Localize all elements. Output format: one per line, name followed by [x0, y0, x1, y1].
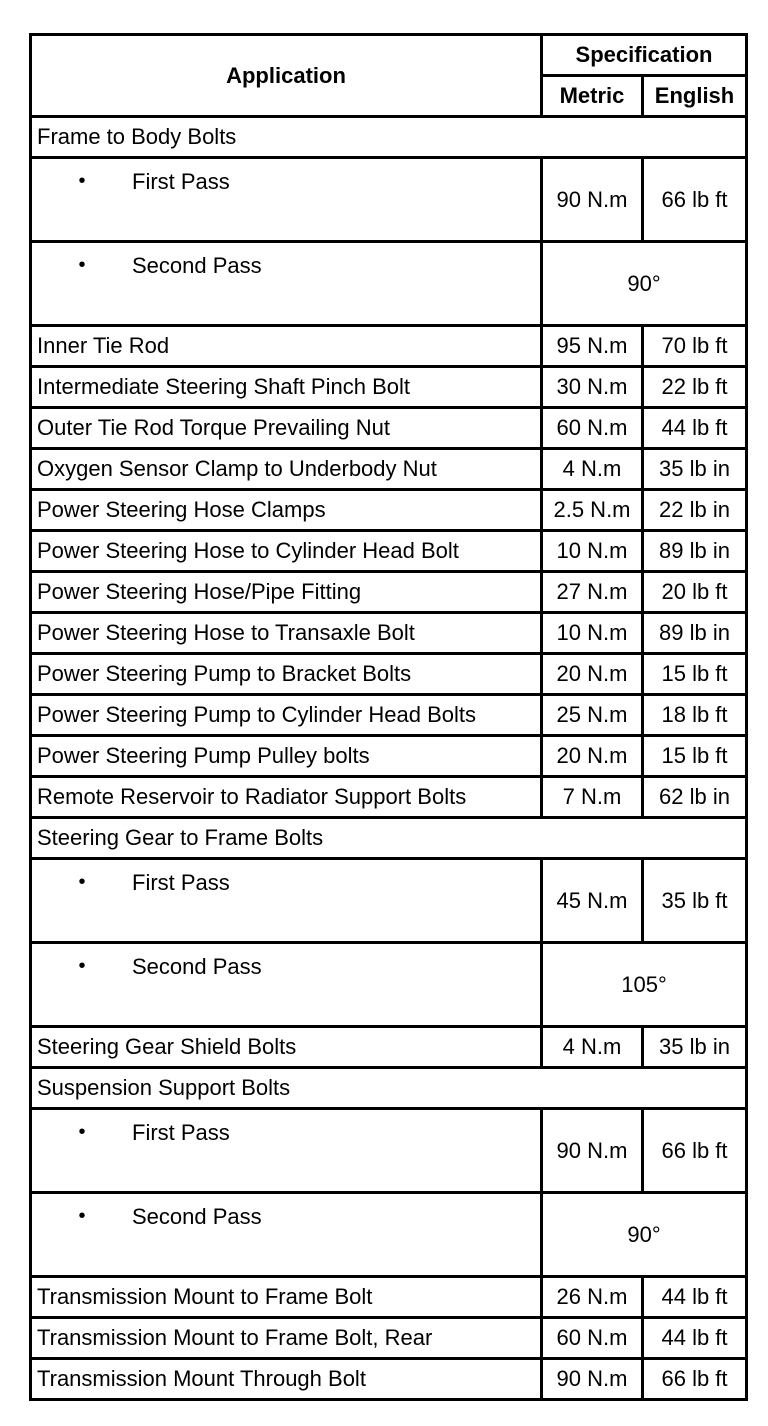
bullet-icon: • [78, 254, 86, 276]
sub-item-label: Second Pass [132, 1204, 262, 1229]
bullet-icon: • [78, 1121, 86, 1143]
application-label: Power Steering Pump to Cylinder Head Bolts [31, 695, 542, 736]
table-row [31, 1359, 747, 1400]
english-value: 89 lb in [643, 531, 747, 572]
sub-item-cell [31, 158, 542, 242]
english-value: 66 lb ft [643, 1359, 747, 1400]
sub-item-cell [31, 242, 542, 326]
metric-value: 10 N.m [542, 531, 643, 572]
table-row [31, 449, 747, 490]
table-row [31, 1318, 747, 1359]
sub-item-label: Second Pass [132, 954, 262, 979]
group-label: Frame to Body Bolts [31, 117, 747, 158]
table-row [31, 408, 747, 449]
application-label: Inner Tie Rod [31, 326, 542, 367]
sub-item-cell [31, 1109, 542, 1193]
sub-item-cell [31, 943, 542, 1027]
english-header: English [643, 76, 747, 117]
english-value: 20 lb ft [643, 572, 747, 613]
english-value: 66 lb ft [643, 158, 747, 242]
angle-value: 90° [542, 242, 747, 326]
table-row [31, 1193, 747, 1277]
table-row [31, 859, 747, 943]
table-row [31, 242, 747, 326]
table-row [31, 613, 747, 654]
table-row [31, 326, 747, 367]
english-value: 44 lb ft [643, 1277, 747, 1318]
sub-item-label: First Pass [132, 870, 230, 895]
metric-value: 27 N.m [542, 572, 643, 613]
application-label: Power Steering Hose to Transaxle Bolt [31, 613, 542, 654]
application-label: Power Steering Pump to Bracket Bolts [31, 654, 542, 695]
metric-value: 45 N.m [542, 859, 643, 943]
application-label: Intermediate Steering Shaft Pinch Bolt [31, 367, 542, 408]
specification-header: Specification [542, 35, 747, 76]
sub-item-cell [31, 1193, 542, 1277]
table-row [31, 572, 747, 613]
group-row [31, 117, 747, 158]
sub-item-label: First Pass [132, 1120, 230, 1145]
metric-value: 26 N.m [542, 1277, 643, 1318]
torque-spec-table [29, 33, 748, 1401]
bullet-icon: • [78, 955, 86, 977]
english-value: 22 lb in [643, 490, 747, 531]
table-row [31, 490, 747, 531]
english-value: 15 lb ft [643, 736, 747, 777]
angle-value: 90° [542, 1193, 747, 1277]
metric-value: 90 N.m [542, 158, 643, 242]
metric-value: 4 N.m [542, 449, 643, 490]
table-row [31, 777, 747, 818]
group-label: Suspension Support Bolts [31, 1068, 747, 1109]
application-label: Power Steering Pump Pulley bolts [31, 736, 542, 777]
bullet-icon: • [78, 871, 86, 893]
bullet-icon: • [78, 170, 86, 192]
group-label: Steering Gear to Frame Bolts [31, 818, 747, 859]
english-value: 18 lb ft [643, 695, 747, 736]
application-label: Transmission Mount Through Bolt [31, 1359, 542, 1400]
metric-value: 60 N.m [542, 408, 643, 449]
table-row [31, 654, 747, 695]
metric-value: 25 N.m [542, 695, 643, 736]
metric-value: 4 N.m [542, 1027, 643, 1068]
english-value: 35 lb in [643, 449, 747, 490]
metric-value: 95 N.m [542, 326, 643, 367]
english-value: 62 lb in [643, 777, 747, 818]
application-label: Steering Gear Shield Bolts [31, 1027, 542, 1068]
english-value: 70 lb ft [643, 326, 747, 367]
metric-value: 90 N.m [542, 1359, 643, 1400]
table-row [31, 943, 747, 1027]
metric-value: 20 N.m [542, 736, 643, 777]
table-row [31, 736, 747, 777]
table-row [31, 695, 747, 736]
metric-value: 7 N.m [542, 777, 643, 818]
group-row [31, 1068, 747, 1109]
metric-value: 60 N.m [542, 1318, 643, 1359]
metric-header: Metric [542, 76, 643, 117]
application-label: Power Steering Hose/Pipe Fitting [31, 572, 542, 613]
application-header: Application [31, 35, 542, 117]
table-row [31, 1109, 747, 1193]
english-value: 44 lb ft [643, 1318, 747, 1359]
application-label: Power Steering Hose to Cylinder Head Bolt [31, 531, 542, 572]
application-label: Power Steering Hose Clamps [31, 490, 542, 531]
table-row [31, 367, 747, 408]
english-value: 66 lb ft [643, 1109, 747, 1193]
angle-value: 105° [542, 943, 747, 1027]
table-row [31, 1027, 747, 1068]
sub-item-cell [31, 859, 542, 943]
metric-value: 30 N.m [542, 367, 643, 408]
application-label: Outer Tie Rod Torque Prevailing Nut [31, 408, 542, 449]
english-value: 35 lb in [643, 1027, 747, 1068]
table-row [31, 1277, 747, 1318]
english-value: 35 lb ft [643, 859, 747, 943]
application-label: Transmission Mount to Frame Bolt, Rear [31, 1318, 542, 1359]
application-label: Remote Reservoir to Radiator Support Bolts [31, 777, 542, 818]
table-row [31, 158, 747, 242]
application-label: Transmission Mount to Frame Bolt [31, 1277, 542, 1318]
sub-item-label: First Pass [132, 169, 230, 194]
metric-value: 10 N.m [542, 613, 643, 654]
metric-value: 2.5 N.m [542, 490, 643, 531]
english-value: 15 lb ft [643, 654, 747, 695]
english-value: 22 lb ft [643, 367, 747, 408]
application-label: Oxygen Sensor Clamp to Underbody Nut [31, 449, 542, 490]
table-body [31, 117, 747, 1400]
metric-value: 20 N.m [542, 654, 643, 695]
bullet-icon: • [78, 1205, 86, 1227]
english-value: 44 lb ft [643, 408, 747, 449]
english-value: 89 lb in [643, 613, 747, 654]
metric-value: 90 N.m [542, 1109, 643, 1193]
group-row [31, 818, 747, 859]
sub-item-label: Second Pass [132, 253, 262, 278]
table-row [31, 531, 747, 572]
